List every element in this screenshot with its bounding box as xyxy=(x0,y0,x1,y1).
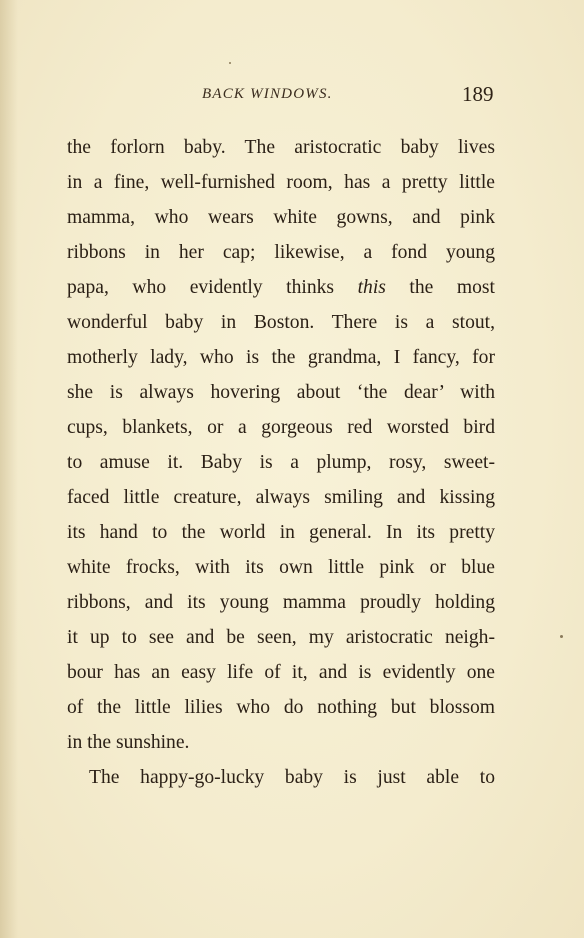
running-head-title: BACK WINDOWS. xyxy=(202,86,333,102)
paper-speck xyxy=(560,635,563,638)
text-line: faced little creature, always smiling and kissing xyxy=(67,487,495,508)
text-fragment: papa, who evidently thinks xyxy=(67,277,358,298)
text-line: it up to see and be seen, my aristocratic neigh- xyxy=(67,627,495,648)
text-line: wonderful baby in Boston. There is a stout, xyxy=(67,312,495,333)
emphasized-word: this xyxy=(357,277,386,298)
text-line: The happy-go-lucky baby is just able to xyxy=(89,767,495,788)
page-number: 189 xyxy=(462,82,494,106)
text-line: bour has an easy life of it, and is evidently one xyxy=(67,662,495,683)
running-head xyxy=(0,82,584,112)
text-line: in a fine, well-furnished room, has a pretty little xyxy=(67,172,495,193)
text-line: she is always hovering about ‘the dear’ with xyxy=(67,382,495,403)
text-line: white frocks, with its own little pink or blue xyxy=(67,557,495,578)
text-line: ribbons, and its young mamma proudly holding xyxy=(67,592,495,613)
text-line: ribbons in her cap; likewise, a fond young xyxy=(67,242,495,263)
text-line: in the sunshine. xyxy=(67,732,190,753)
text-fragment: the most xyxy=(385,277,495,298)
text-line: of the little lilies who do nothing but blossom xyxy=(67,697,495,718)
text-line: its hand to the world in general. In its pretty xyxy=(67,522,495,543)
body-text xyxy=(67,130,495,795)
text-line: mamma, who wears white gowns, and pink xyxy=(67,207,495,228)
text-line: motherly lady, who is the grandma, I fancy, for xyxy=(67,347,495,368)
text-line: cups, blankets, or a gorgeous red worsted bird xyxy=(67,417,495,438)
paper-speck xyxy=(229,62,231,64)
text-line-with-emphasis xyxy=(67,270,495,305)
text-line: to amuse it. Baby is a plump, rosy, sweet- xyxy=(67,452,495,473)
text-line: the forlorn baby. The aristocratic baby lives xyxy=(67,137,495,158)
page-gutter-shadow xyxy=(0,0,18,938)
